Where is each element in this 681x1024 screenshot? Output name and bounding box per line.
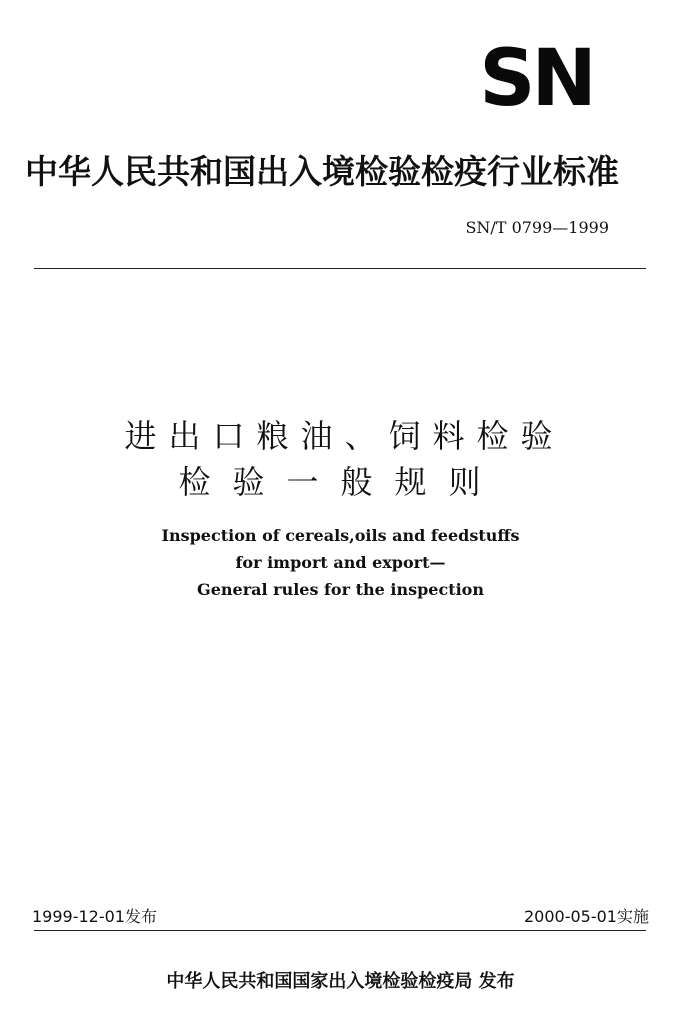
english-title-line-2: for import and export— [235,553,446,572]
sn-logo: SN [479,34,593,124]
standard-category-title: 中华人民共和国出入境检验检疫行业标准 [25,152,619,191]
publisher: 中华人民共和国国家出入境检验检疫局 发布 [166,971,515,992]
chinese-title-line-2: 检验一般规则 [178,463,503,501]
chinese-title-line-1: 进出口粮油、饲料检验 [124,417,565,455]
standard-number: SN/T 0799—1999 [465,218,609,237]
english-title-line-3: General rules for the inspection [197,580,484,599]
top-divider [34,268,646,269]
bottom-divider [34,930,646,931]
issue-date: 1999-12-01发布 [32,907,157,926]
implementation-date: 2000-05-01实施 [524,907,649,926]
english-title-line-1: Inspection of cereals,oils and feedstuffs [161,526,520,545]
